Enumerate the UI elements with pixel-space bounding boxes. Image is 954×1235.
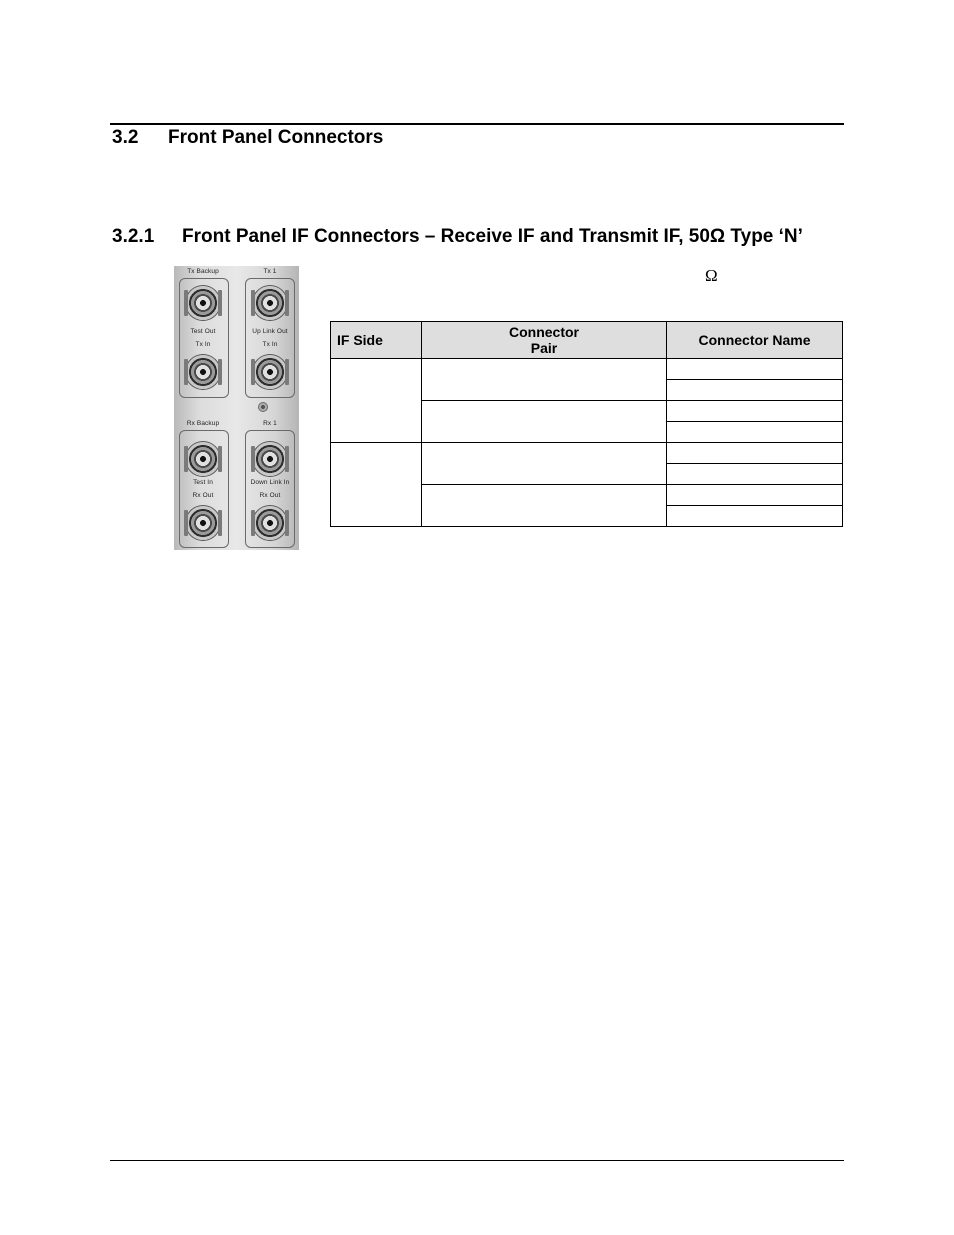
test-in-connector-icon [186, 442, 220, 476]
connector-name-cell [667, 359, 843, 380]
connector-pair-cell [422, 359, 667, 401]
up-link-out-connector-icon [253, 286, 287, 320]
if-connector-table [330, 321, 843, 527]
section-number: 3.2 [112, 127, 139, 148]
rx1-label: Rx 1 [263, 420, 277, 427]
test-in-label: Test In [193, 479, 213, 486]
header-if-side: IF Side [331, 322, 422, 359]
rx-out-left-connector-icon [186, 506, 220, 540]
if-side-cell [331, 359, 422, 443]
tx-in-left-connector-icon [186, 355, 220, 389]
connector-pair-cell [422, 443, 667, 485]
section-heading [112, 127, 383, 149]
rx-out-right-label: Rx Out [259, 492, 281, 499]
connector-pair-cell [422, 485, 667, 527]
table-row [331, 443, 843, 464]
table-row [331, 359, 843, 380]
subsection-heading [112, 226, 803, 248]
up-link-out-label: Up Link Out [252, 328, 288, 335]
header-connector-pair-line2: Pair [530, 340, 558, 356]
test-out-label: Test Out [190, 328, 216, 335]
rx-backup-label: Rx Backup [186, 420, 220, 427]
omega-symbol: Ω [705, 266, 718, 285]
header-connector-pair [422, 322, 667, 359]
connector-name-cell [667, 380, 843, 401]
tx-in-left-label: Tx In [195, 341, 211, 348]
section-title: Front Panel Connectors [168, 127, 384, 148]
header-connector-name: Connector Name [667, 322, 843, 359]
connector-name-cell [667, 485, 843, 506]
front-panel-image [174, 266, 299, 550]
tx1-label: Tx 1 [263, 268, 277, 275]
connector-name-cell [667, 506, 843, 527]
connector-name-cell [667, 443, 843, 464]
subsection-title: Front Panel IF Connectors – Receive IF and Transmit IF, 50Ω Type ‘N’ [182, 226, 803, 247]
down-link-in-connector-icon [253, 442, 287, 476]
top-rule [110, 123, 844, 125]
subsection-number: 3.2.1 [112, 226, 155, 247]
screw-icon [258, 402, 268, 412]
header-connector-pair-line1: Connector [509, 324, 579, 340]
tx-in-right-label: Tx In [262, 341, 278, 348]
tx-in-right-connector-icon [253, 355, 287, 389]
connector-name-cell [667, 401, 843, 422]
down-link-in-label: Down Link In [250, 479, 290, 486]
rx-out-right-connector-icon [253, 506, 287, 540]
bottom-rule [110, 1160, 844, 1161]
tx-backup-label: Tx Backup [187, 268, 219, 275]
connector-name-cell [667, 422, 843, 443]
if-side-cell [331, 443, 422, 527]
table-header-row [331, 322, 843, 359]
connector-pair-cell [422, 401, 667, 443]
connector-name-cell [667, 464, 843, 485]
test-out-connector-icon [186, 286, 220, 320]
rx-out-left-label: Rx Out [192, 492, 214, 499]
